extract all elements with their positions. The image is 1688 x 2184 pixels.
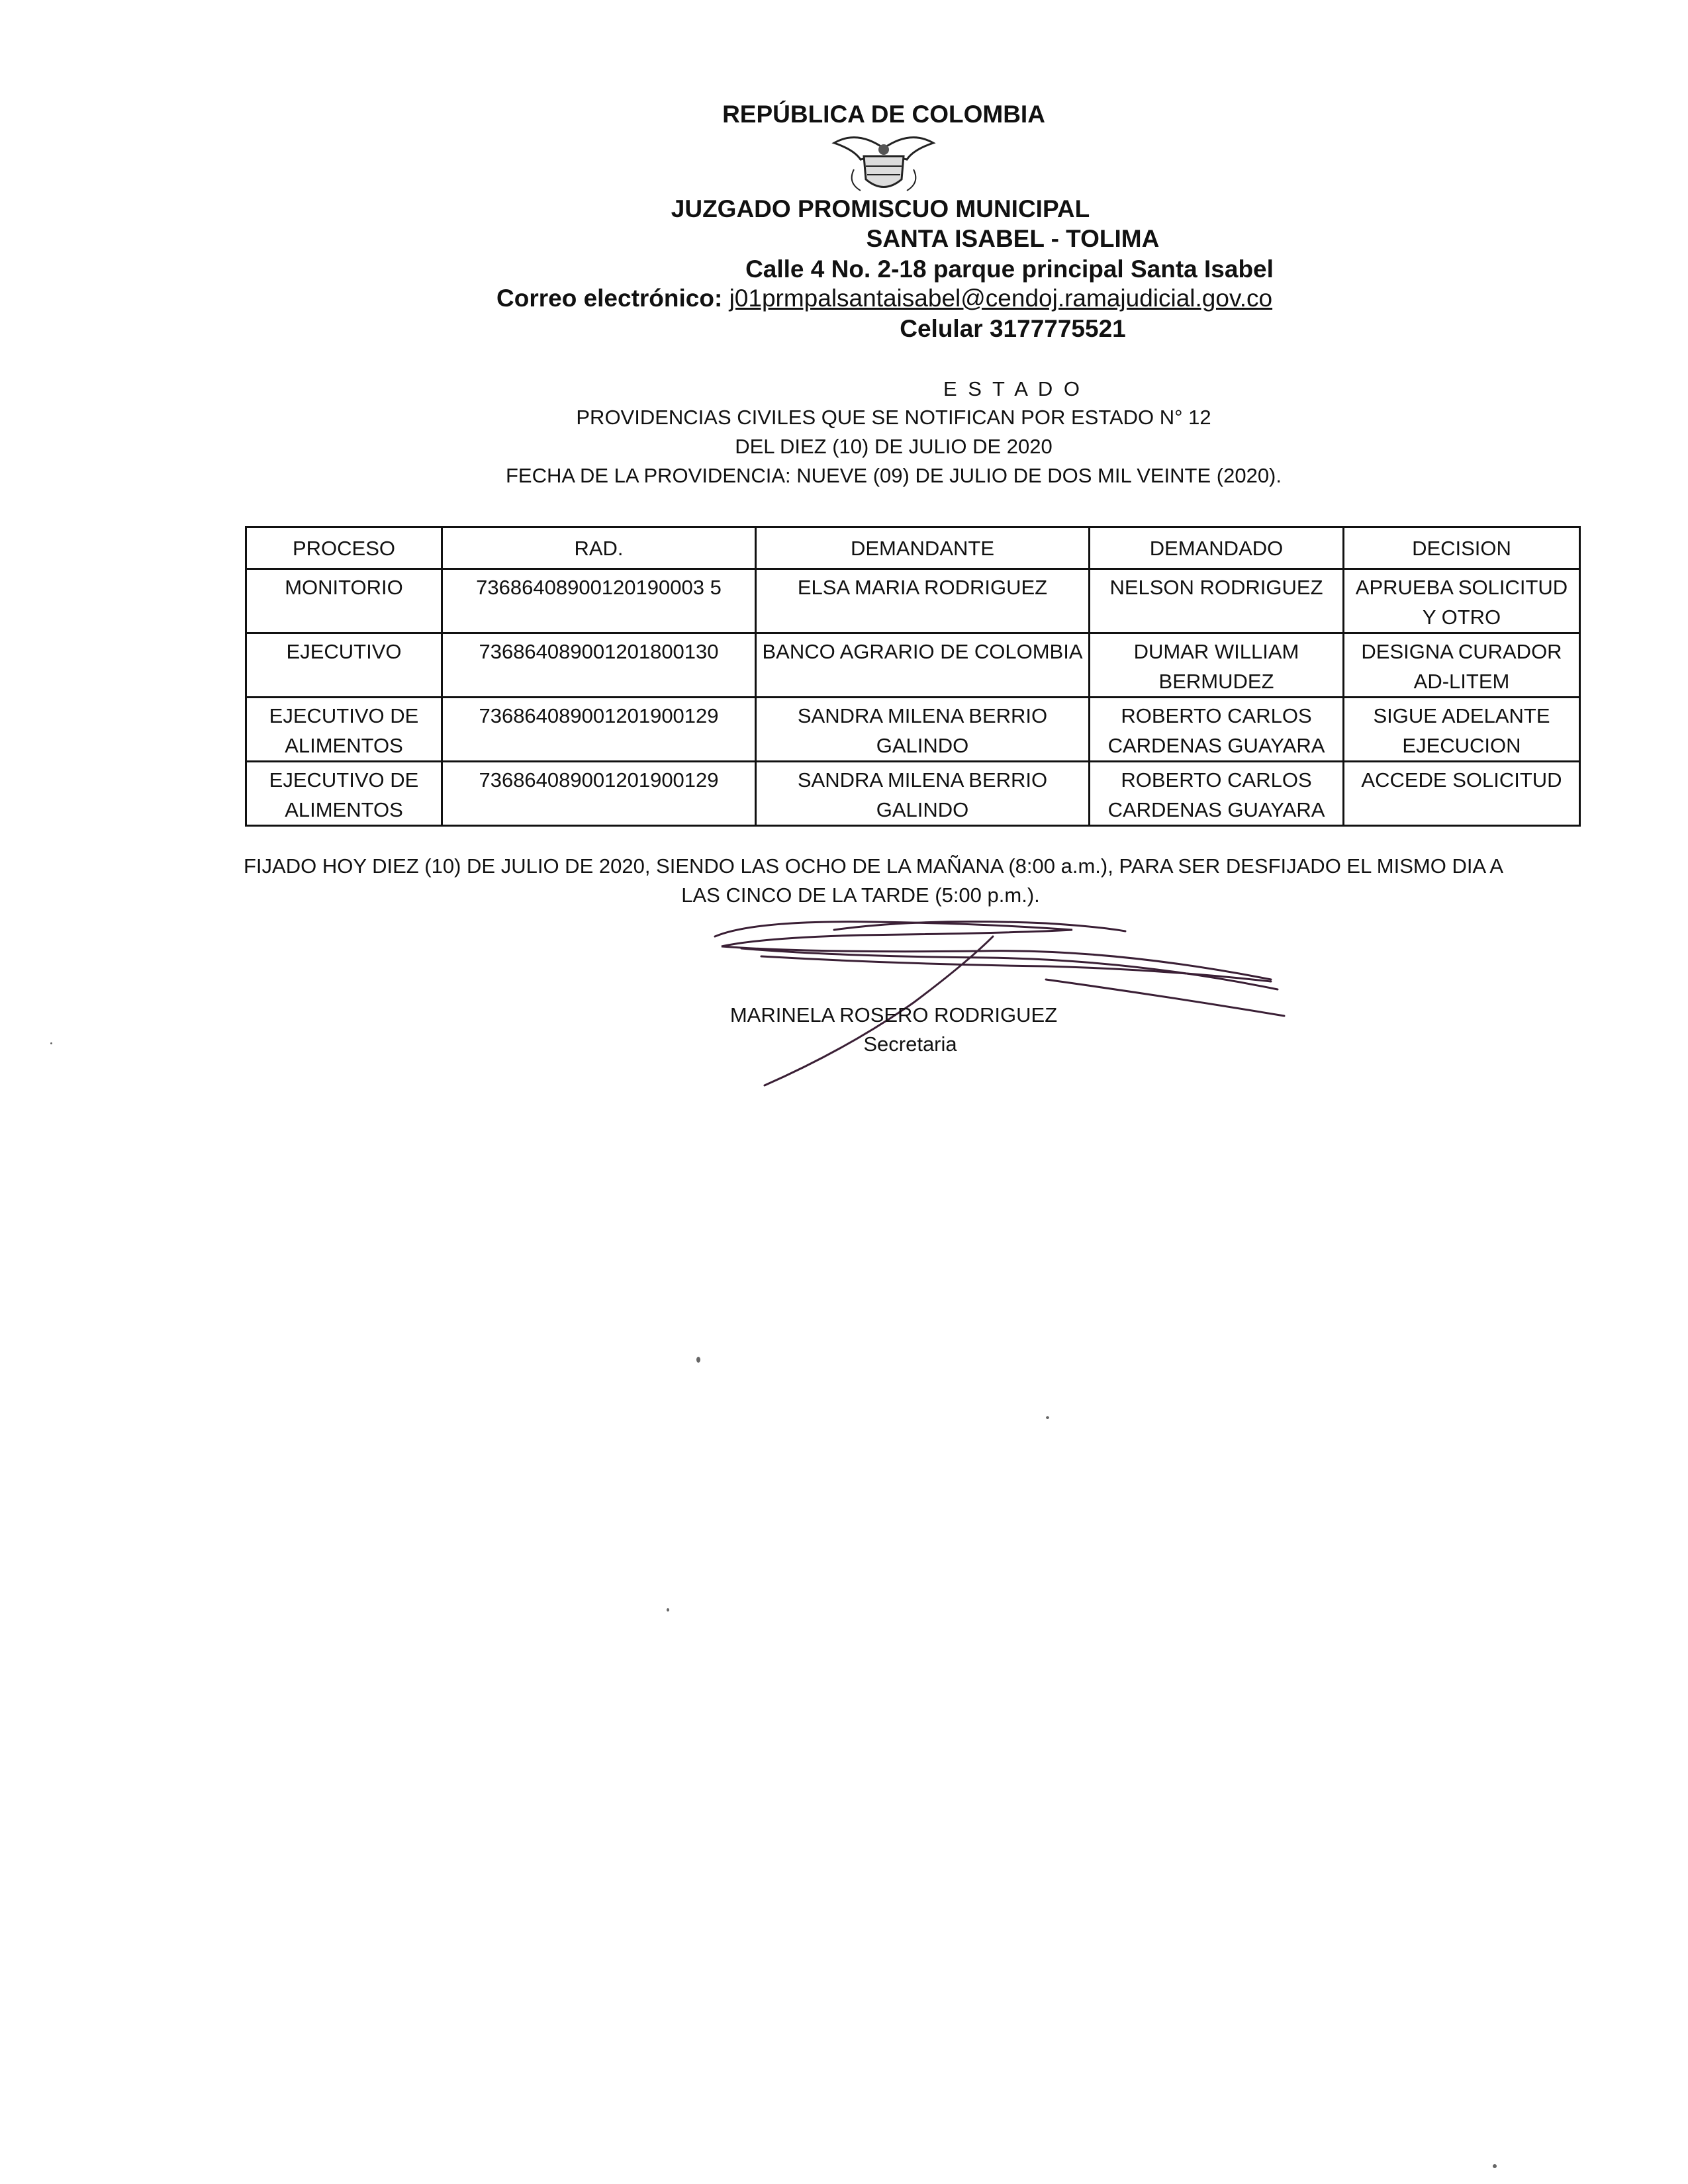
scan-speck (50, 1042, 52, 1044)
header-demandante: DEMANDANTE (756, 527, 1090, 569)
estado-line-1: PROVIDENCIAS CIVILES QUE SE NOTIFICAN POR ESTADO N° 12 (576, 406, 1211, 429)
phone-number: Celular 3177775521 (900, 315, 1126, 342)
cell-demandante: BANCO AGRARIO DE COLOMBIA (756, 633, 1090, 698)
cell-demandado: NELSON RODRIGUEZ (1090, 569, 1344, 633)
cell-demandado: ROBERTO CARLOS CARDENAS GUAYARA (1090, 762, 1344, 826)
cell-proceso: EJECUTIVO DE ALIMENTOS (246, 698, 442, 762)
cell-decision: SIGUE ADELANTE EJECUCION (1344, 698, 1580, 762)
cell-decision: ACCEDE SOLICITUD (1344, 762, 1580, 826)
signer-role: Secretaria (863, 1032, 957, 1056)
court-location: SANTA ISABEL - TOLIMA (866, 225, 1160, 252)
estado-title: E S T A D O (943, 377, 1082, 400)
cell-rad: 736864089001201900129 (442, 698, 756, 762)
cell-demandante: SANDRA MILENA BERRIO GALINDO (756, 698, 1090, 762)
header-decision: DECISION (1344, 527, 1580, 569)
scan-speck (696, 1357, 700, 1363)
cell-decision: DESIGNA CURADOR AD-LITEM (1344, 633, 1580, 698)
signer-name: MARINELA ROSERO RODRIGUEZ (729, 1003, 1058, 1026)
cell-rad: 736864089001201900129 (442, 762, 756, 826)
coat-of-arms-icon (827, 130, 940, 196)
cell-demandante: ELSA MARIA RODRIGUEZ (756, 569, 1090, 633)
cell-rad: 73686408900120190003 5 (442, 569, 756, 633)
cell-demandado: ROBERTO CARLOS CARDENAS GUAYARA (1090, 698, 1344, 762)
table-header-row (246, 527, 1580, 569)
court-address: Calle 4 No. 2-18 parque principal Santa Isabel (745, 255, 1274, 283)
table-row (246, 762, 1580, 826)
header-demandado: DEMANDADO (1090, 527, 1344, 569)
country-title: REPÚBLICA DE COLOMBIA (722, 101, 1045, 128)
fijado-line-1: FIJADO HOY DIEZ (10) DE JULIO DE 2020, SIENDO LAS OCHO DE LA MAÑANA (8:00 a.m.), PARA SER DESFIJADO EL MISMO DIA A (244, 854, 1504, 878)
table-row (246, 698, 1580, 762)
estado-line-3: FECHA DE LA PROVIDENCIA: NUEVE (09) DE JULIO DE DOS MIL VEINTE (2020). (506, 464, 1282, 487)
estado-line-2: DEL DIEZ (10) DE JULIO DE 2020 (735, 435, 1053, 458)
court-name: JUZGADO PROMISCUO MUNICIPAL (671, 195, 1090, 222)
fijado-line-2: LAS CINCO DE LA TARDE (5:00 p.m.). (681, 884, 1040, 907)
estado-table (245, 526, 1581, 827)
cell-demandante: SANDRA MILENA BERRIO GALINDO (756, 762, 1090, 826)
table-row (246, 569, 1580, 633)
email-line (496, 283, 1357, 314)
cell-proceso: MONITORIO (246, 569, 442, 633)
cell-demandado: DUMAR WILLIAM BERMUDEZ (1090, 633, 1344, 698)
table-row (246, 633, 1580, 698)
header-rad: RAD. (442, 527, 756, 569)
cell-proceso: EJECUTIVO (246, 633, 442, 698)
cell-decision: APRUEBA SOLICITUD Y OTRO (1344, 569, 1580, 633)
cell-rad: 736864089001201800130 (442, 633, 756, 698)
scan-speck (1493, 2164, 1497, 2168)
scan-speck (667, 1608, 669, 1612)
email-label: Correo electrónico: (496, 285, 723, 312)
email-link[interactable]: j01prmpalsantaisabel@cendoj.ramajudicial.gov.co (729, 285, 1273, 312)
header-proceso: PROCESO (246, 527, 442, 569)
scan-speck (1046, 1416, 1049, 1419)
cell-proceso: EJECUTIVO DE ALIMENTOS (246, 762, 442, 826)
